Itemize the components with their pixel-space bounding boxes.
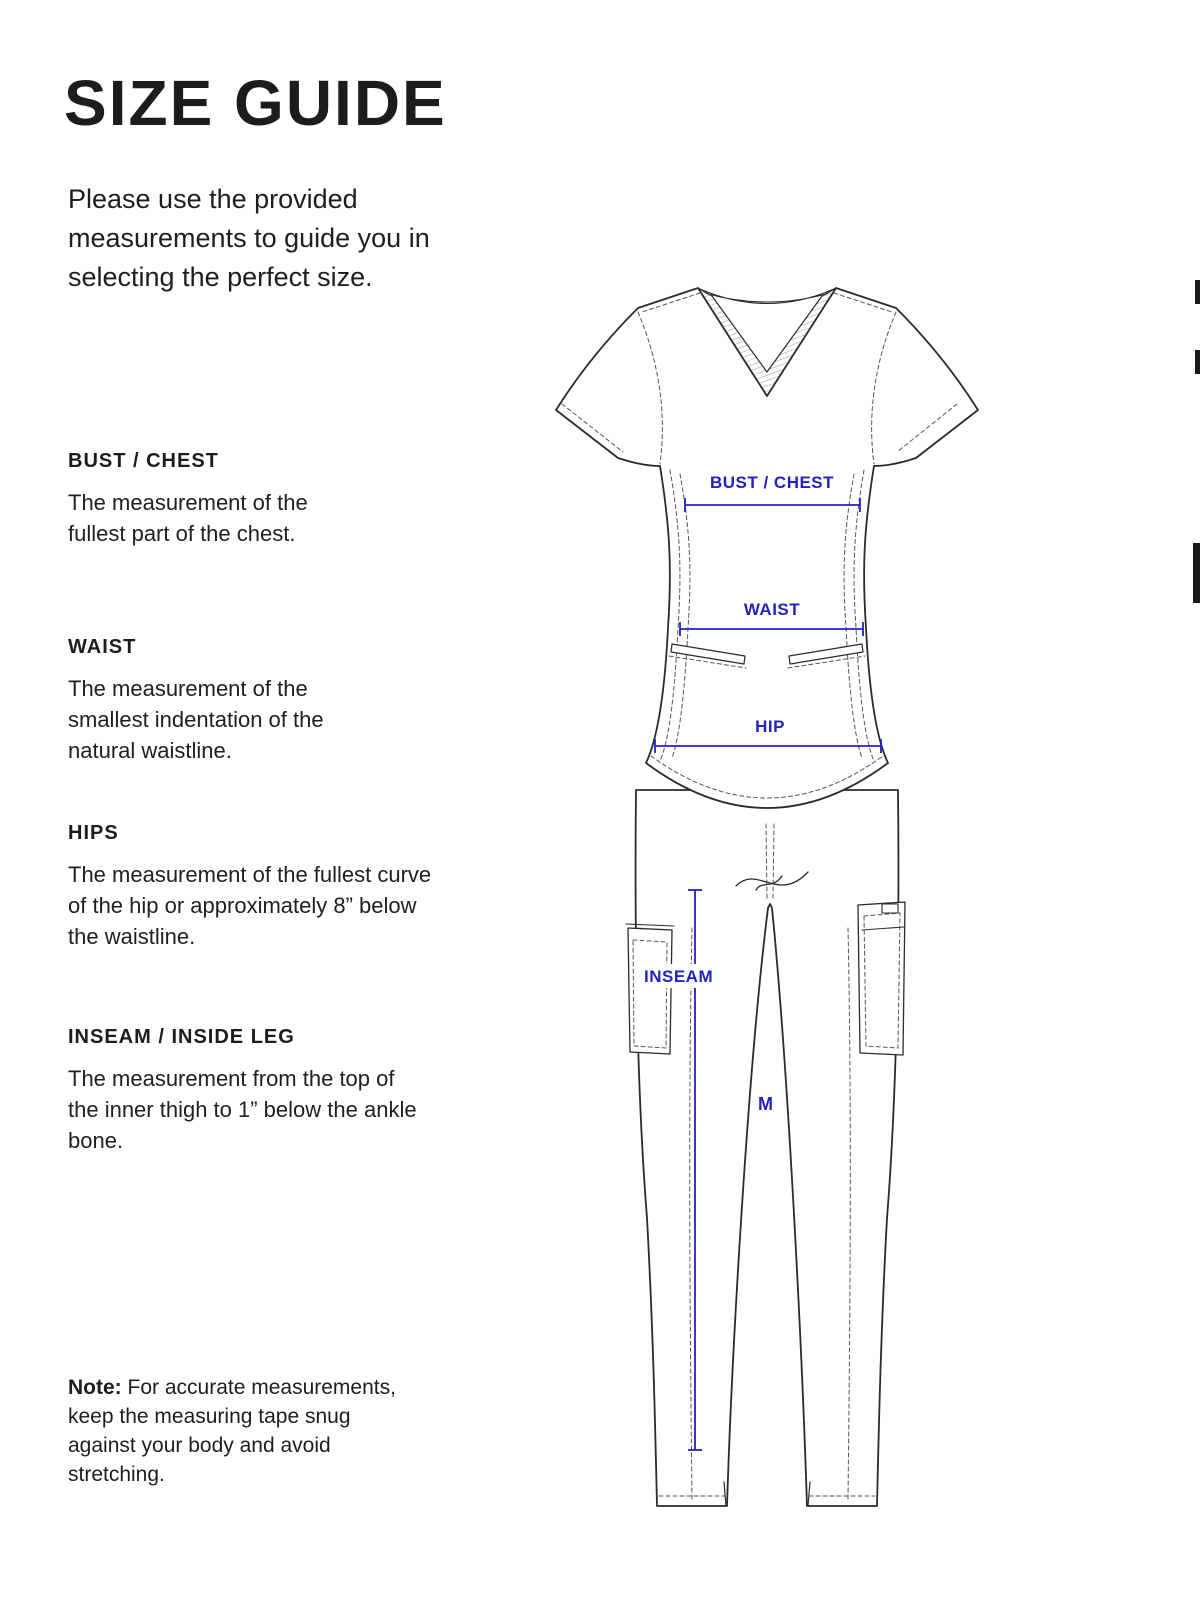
section-body-inseam: The measurement from the top of the inner thigh to 1” below the ankle bone. [68,1066,417,1154]
inseam-label: INSEAM [644,967,714,986]
size-label: M [758,1094,773,1114]
section-heading-inseam: INSEAM / INSIDE LEG [68,1026,295,1048]
page-title: SIZE GUIDE [64,67,447,139]
size-guide-illustration [520,268,1000,1548]
bust-label: BUST / CHEST [709,473,835,492]
scrub-pants-illustration [626,790,905,1506]
section-body-bust: The measurement of the fullest part of the chest. [68,490,308,547]
section-heading-hips: HIPS [68,822,119,844]
edge-artifact [1195,280,1200,304]
edge-artifact [1195,350,1200,374]
edge-artifact [1193,543,1200,603]
note-text [68,1374,403,1490]
section-hips [68,822,448,953]
note-body: For accurate measurements, keep the measuring tape snug against your body and avoid stretching. [68,1376,396,1486]
note-label: Note: [68,1376,122,1399]
intro-text: Please use the provided measurements to guide you in selecting the perfect size. [68,184,430,293]
section-heading-waist: WAIST [68,636,137,658]
section-heading-bust: BUST / CHEST [68,450,219,472]
section-waist [68,636,368,767]
section-inseam [68,1026,428,1157]
section-body-hips: The measurement of the fullest curve of the hip or approximately 8” below the waistline. [68,862,432,950]
section-bust-chest [68,450,353,549]
waist-label: WAIST [743,600,801,619]
hip-label: HIP [755,717,785,736]
section-body-waist: The measurement of the smallest indentation of the natural waistline. [68,676,324,764]
